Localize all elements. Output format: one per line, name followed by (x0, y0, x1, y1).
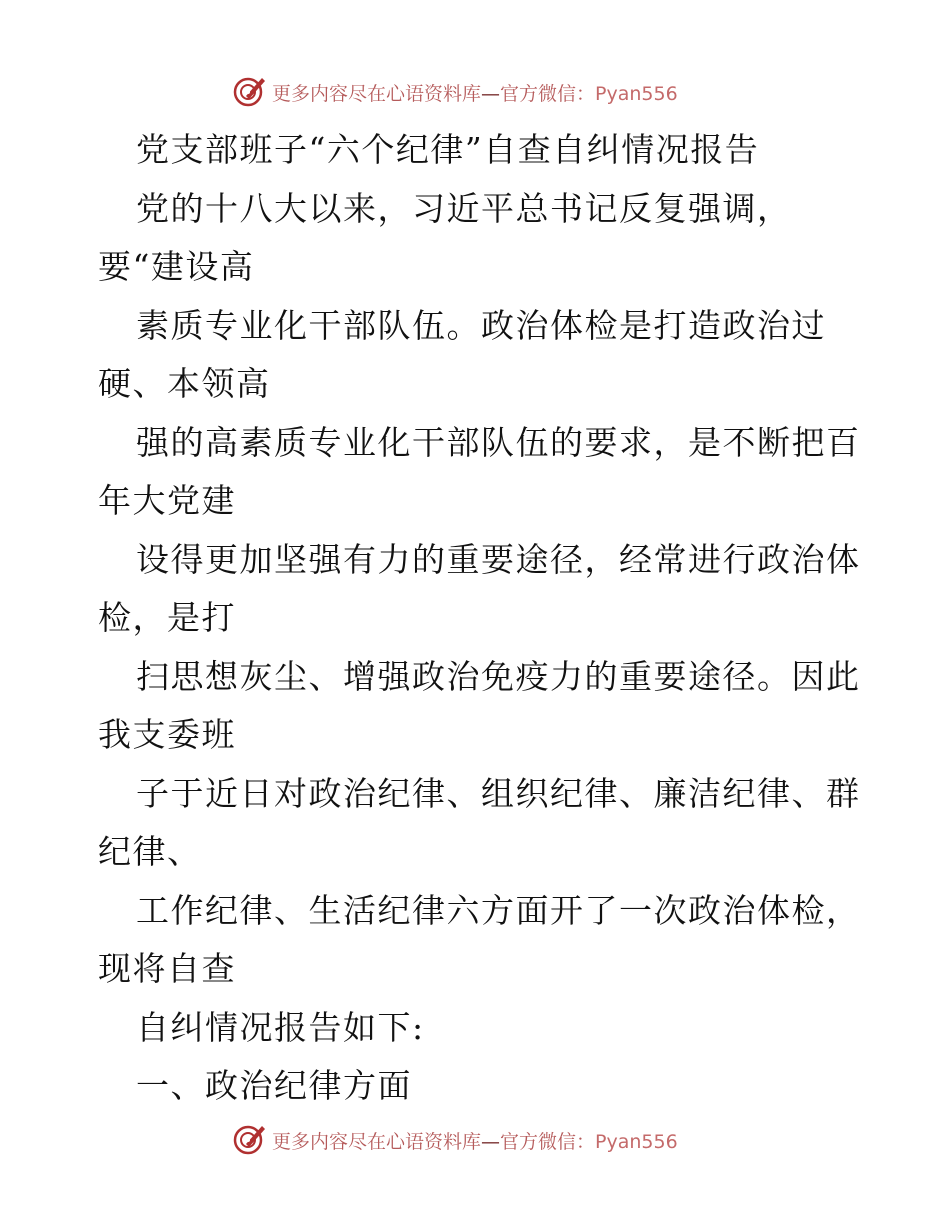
paragraph-line: 自纠情况报告如下: (136, 1007, 425, 1047)
document-body (98, 121, 861, 1116)
banner-separator: — (481, 83, 501, 105)
paragraph-line: 强的高素质专业化干部队伍的要求，是不断把百 (136, 422, 861, 462)
banner-text (272, 79, 678, 106)
banner-separator: — (481, 1131, 501, 1153)
section-heading: 一、政治纪律方面 (136, 1066, 412, 1105)
paragraph-line: 现将自查 (98, 949, 236, 988)
paragraph-line: 设得更加坚强有力的重要途径，经常进行政治体 (136, 539, 861, 579)
paragraph-line: 纪律、 (98, 832, 202, 871)
paragraph-line: 素质专业化干部队伍。政治体检是打造政治过 (136, 305, 826, 345)
paragraph-line: 子于近日对政治纪律、组织纪律、廉洁纪律、群 (136, 773, 861, 813)
paragraph-line: 年大党建 (98, 481, 236, 520)
banner-site-text: 更多内容尽在心语资料库 (272, 83, 482, 105)
header-banner (0, 72, 950, 112)
document-title: 党支部班子“六个纪律”自查自纠情况报告 (136, 130, 760, 169)
paragraph-line: 扫思想灰尘、增强政治免疫力的重要途径。因此 (136, 656, 861, 696)
paragraph-line: 检，是打 (98, 598, 236, 637)
banner-wechat-id: Pyan556 (595, 1131, 678, 1153)
banner-text (272, 1127, 678, 1154)
banner-wechat-label: 官方微信： (500, 83, 596, 105)
paragraph-line: 要“建设高 (98, 247, 255, 286)
banner-wechat-label: 官方微信： (500, 1131, 596, 1153)
footer-banner (0, 1120, 950, 1160)
paragraph-line: 党的十八大以来，习近平总书记反复强调， (136, 188, 792, 228)
paragraph-line: 我支委班 (98, 715, 236, 754)
pen-nib-logo-icon (232, 74, 268, 108)
paragraph-line: 硬、本领高 (98, 364, 271, 403)
banner-wechat-id: Pyan556 (595, 83, 678, 105)
banner-site-text: 更多内容尽在心语资料库 (272, 1131, 482, 1153)
pen-nib-logo-icon (232, 1122, 268, 1156)
paragraph-line: 工作纪律、生活纪律六方面开了一次政治体检， (136, 890, 861, 930)
